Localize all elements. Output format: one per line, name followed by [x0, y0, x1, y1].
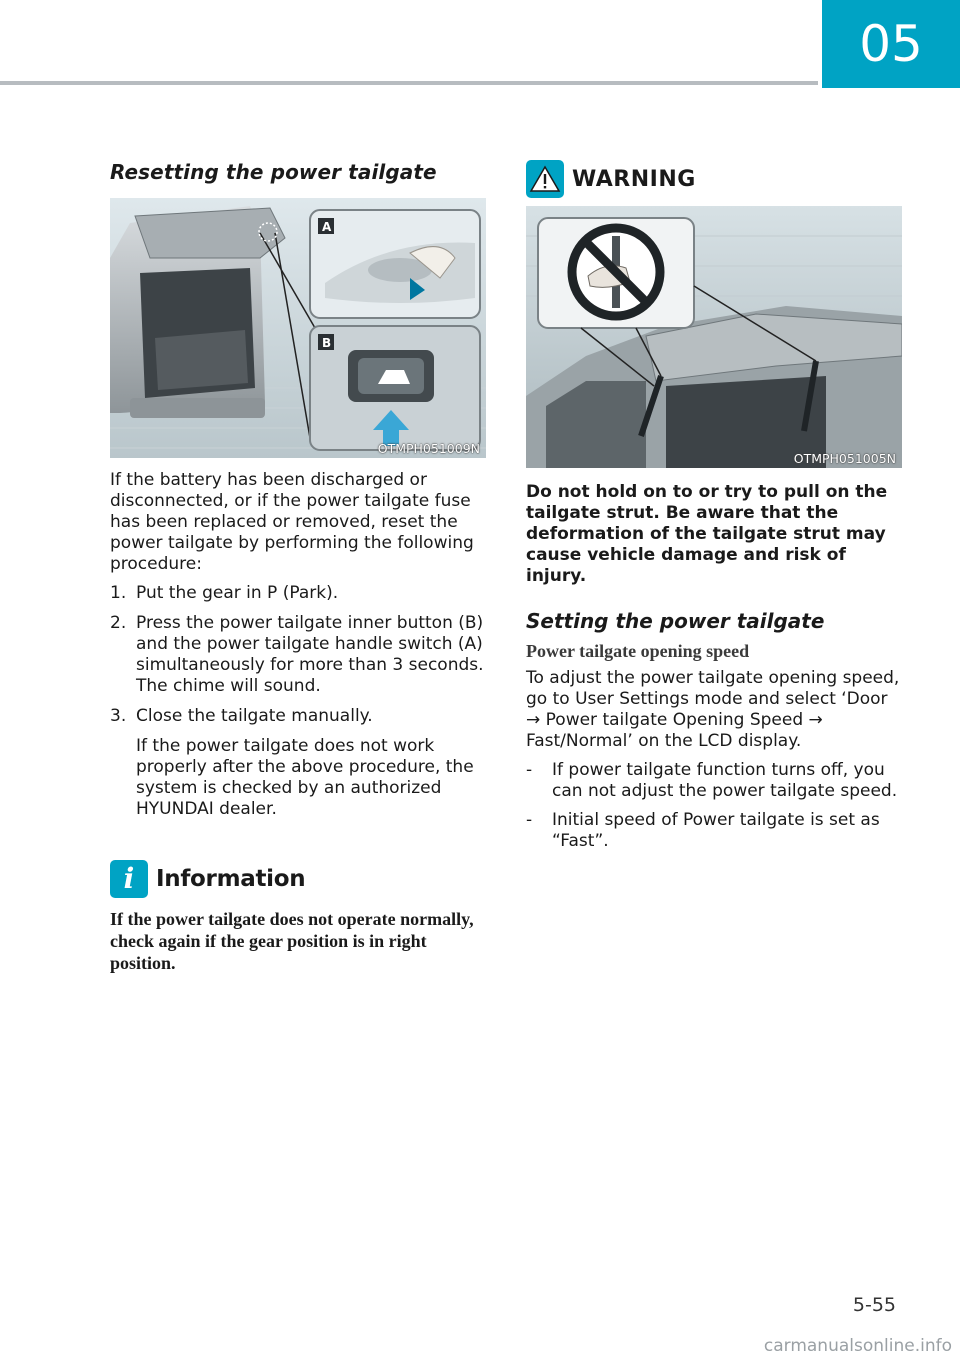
- page-number: 5-55: [852, 1294, 896, 1316]
- reset-steps: [110, 583, 486, 727]
- info-header: [110, 860, 486, 898]
- warning-title: WARNING: [572, 166, 696, 192]
- info-body: If the power tailgate does not operate normally, check again if the gear position is in right position.: [110, 909, 474, 973]
- figure-code: OTMPH051005N: [793, 451, 896, 466]
- speed-notes: [526, 760, 902, 852]
- figure-code: OTMPH051009N: [377, 441, 480, 456]
- step-item: 1. Put the gear in P (Park).: [110, 583, 339, 603]
- reset-tailgate-illustration: [110, 198, 486, 458]
- figure-reset-tailgate: [110, 198, 486, 458]
- speed-body: To adjust the power tailgate opening speed, go to User Settings mode and select ‘Door → Power tailgate Opening Speed → Fast/Normal’ on the LCD display.: [526, 668, 900, 751]
- warning-strut-illustration: [526, 206, 902, 468]
- inset-label-b: B: [322, 336, 332, 350]
- left-column: [110, 160, 486, 974]
- step-item: 2. Press the power tailgate inner button (B) and the power tailgate handle switch (A) simultaneously for more than 3 seconds. The chime will sound.: [110, 613, 484, 696]
- speed-subtitle: Power tailgate opening speed: [526, 641, 750, 661]
- note-item: - If power tailgate function turns off, you can not adjust the power tailgate speed.: [526, 760, 898, 801]
- warning-body: Do not hold on to or try to pull on the tailgate strut. Be aware that the deformation of the tailgate strut may cause vehicle damage and risk of injury.: [526, 482, 888, 586]
- reset-intro: If the battery has been discharged or disconnected, or if the power tailgate fuse has been replaced or removed, reset the power tailgate by performing the following procedure:: [110, 470, 474, 574]
- header-rule: [0, 81, 818, 85]
- chapter-number: 05: [822, 0, 960, 88]
- note-item: - Initial speed of Power tailgate is set as “Fast”.: [526, 810, 880, 851]
- step-item: 3. Close the tailgate manually.: [110, 706, 373, 726]
- right-column: [526, 160, 902, 860]
- inset-label-a: A: [322, 220, 332, 234]
- section-title-resetting: Resetting the power tailgate: [110, 160, 437, 184]
- step-3-note: If the power tailgate does not work properly after the above procedure, the system is checked by an authorized HYUNDAI dealer.: [136, 736, 474, 819]
- figure-warning-strut: [526, 206, 902, 468]
- info-title: Information: [156, 866, 306, 892]
- section-title-setting: Setting the power tailgate: [526, 609, 825, 633]
- warning-icon: [526, 160, 564, 198]
- watermark: carmanualsonline.info: [763, 1336, 952, 1356]
- warning-header: [526, 160, 902, 198]
- info-icon: i: [110, 860, 148, 898]
